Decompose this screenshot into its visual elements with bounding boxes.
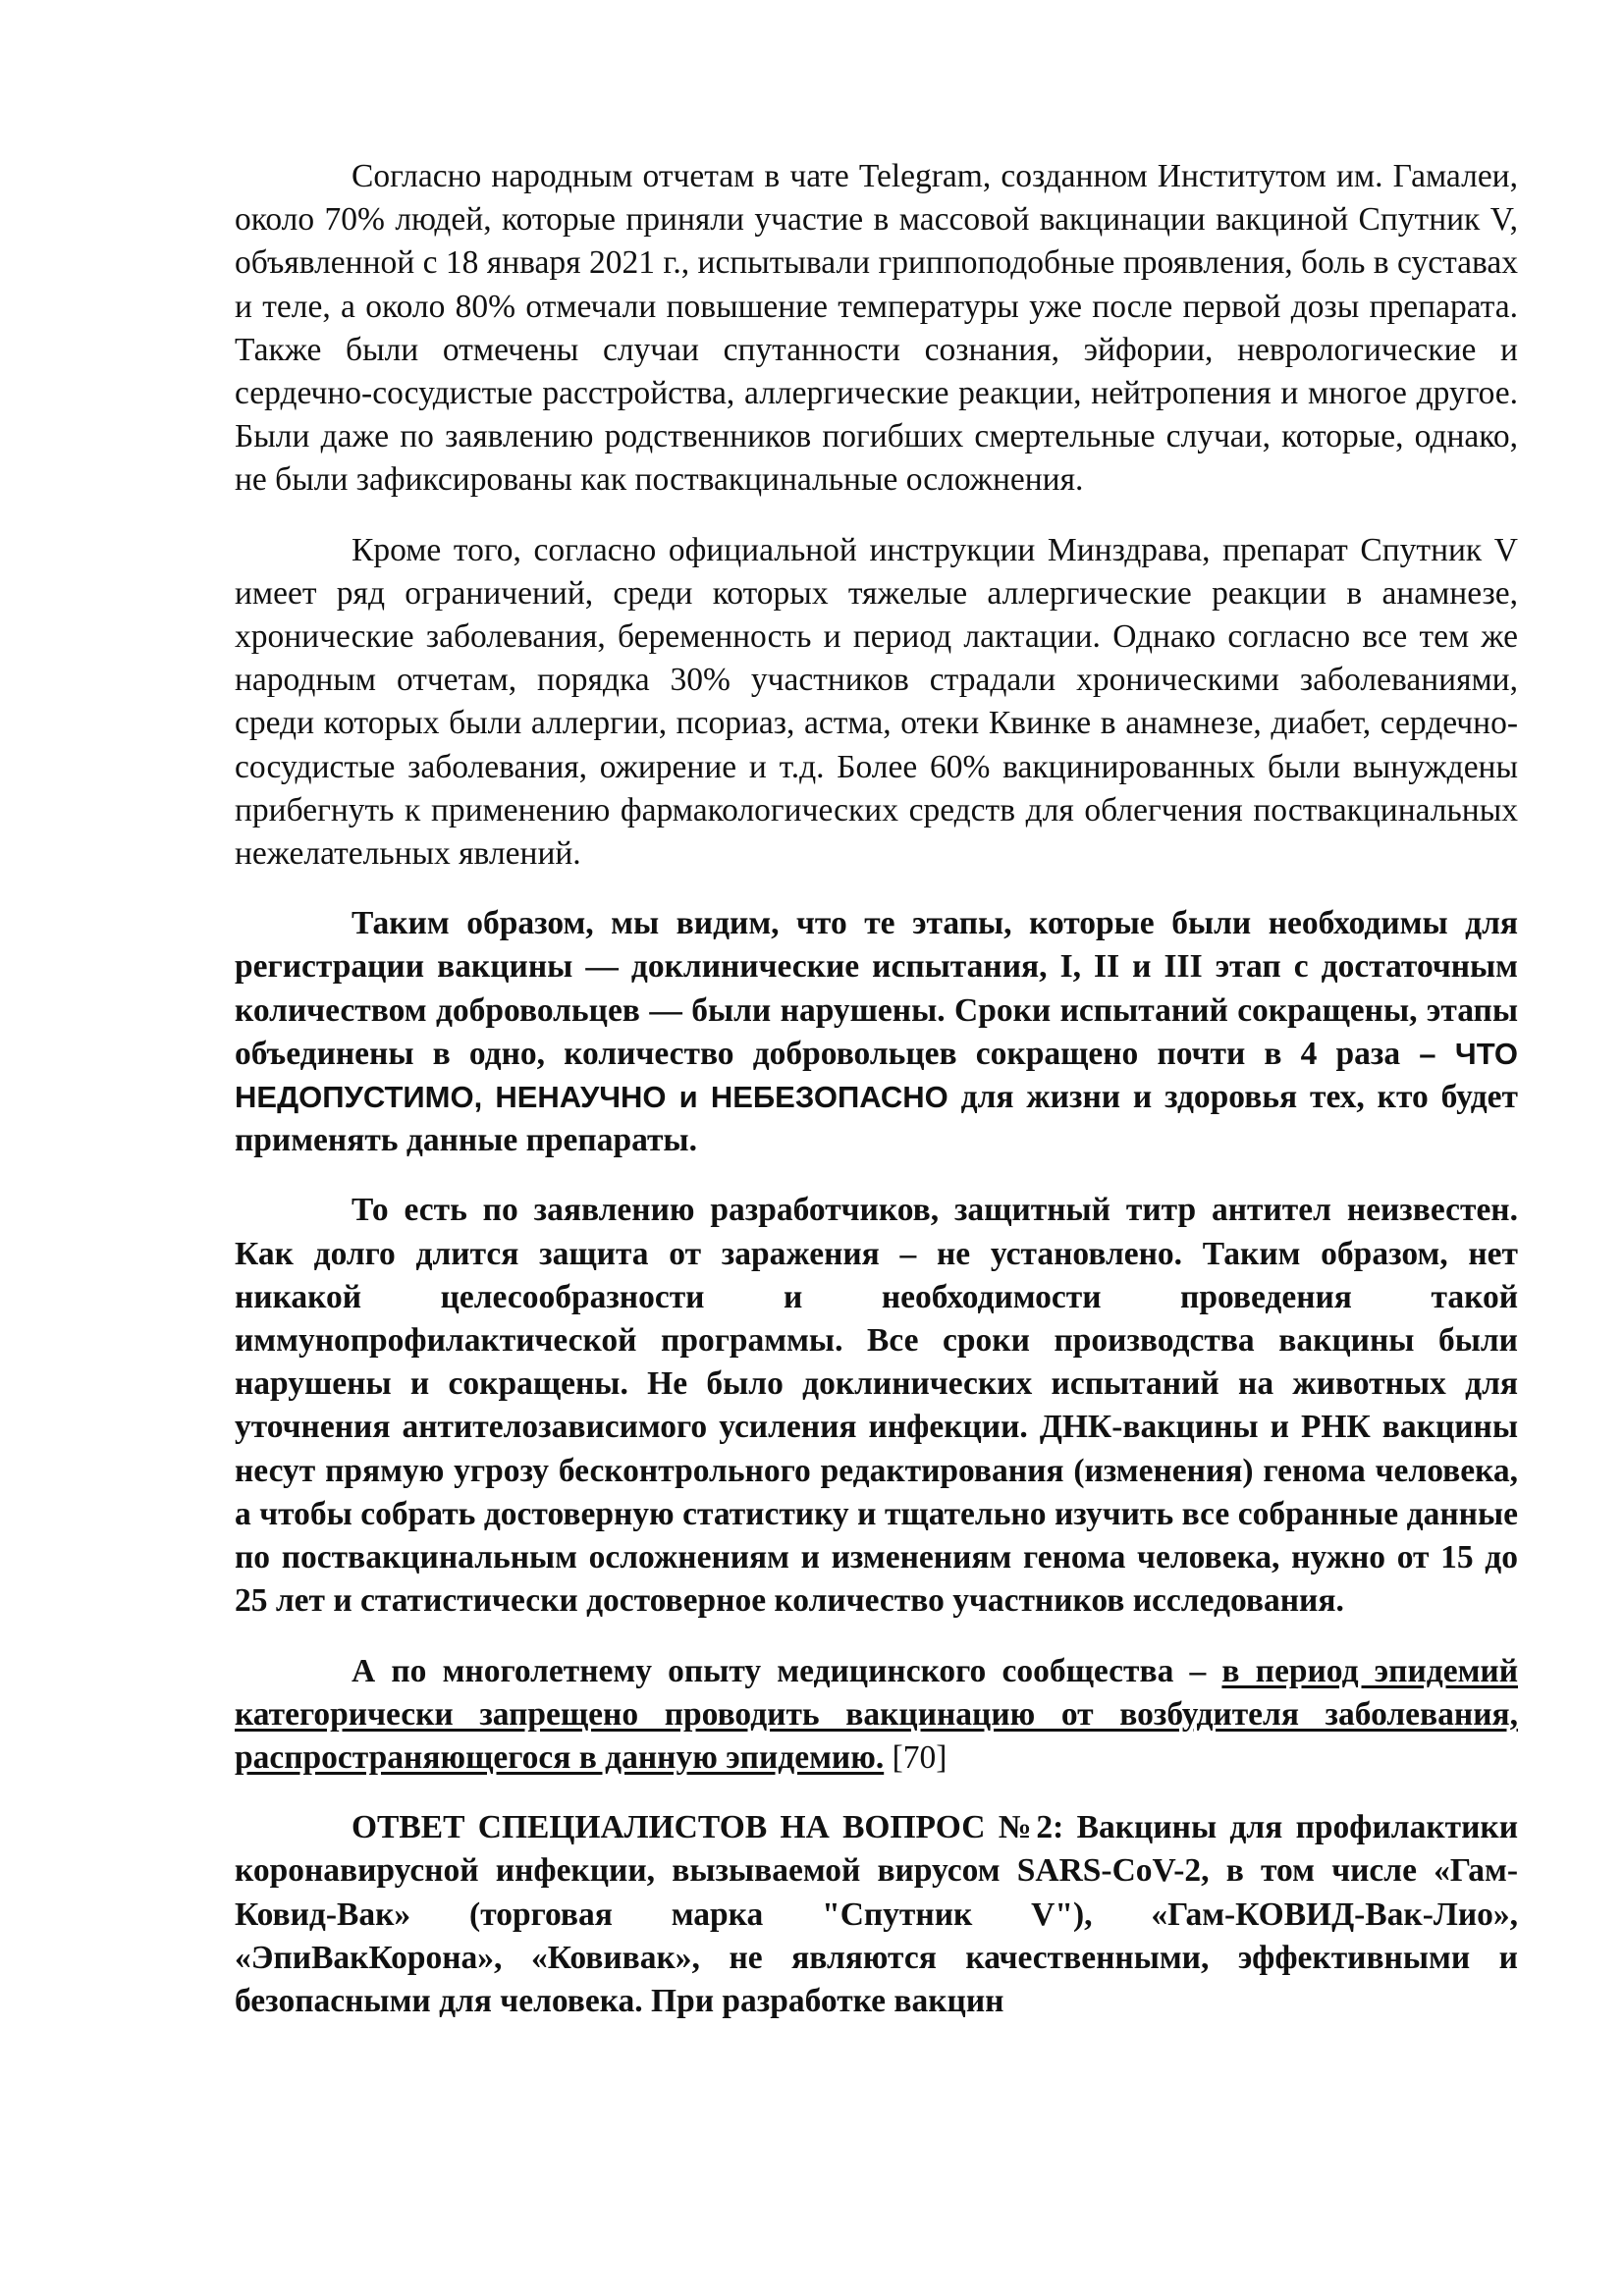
- reference-70: [70]: [884, 1738, 947, 1776]
- conclusion-text-start: Таким образом, мы видим, что те этапы, которые были необходимы для регистрации вакцины — доклинические испытания, I, II и III этап с достаточным количеством добровольцев — были нарушены. Сроки испытаний сокращены, этапы объединены в одно, количество добровольцев сокращено почти в 4 раза: [235, 905, 1518, 1072]
- paragraph-sputnik-reports: Согласно народным отчетам в чате Telegram, созданном Институтом им. Гамалеи, около 70% людей, которые приняли участие в массовой вакцинации вакциной Спутник V, объявленной с 18 января 2021 г., испытывали гриппоподобные проявления, боль в суставах и теле, а около 80% отмечали повышение температуры уже после первой дозы препарата. Также были отмечены случаи спутанности сознания, эйфории, неврологические и сердечно-сосудистые расстройства, аллергические реакции, нейтропения и многое другое. Были даже по заявлению родственников погибших смертельные случаи, которые, однако, не были зафиксированы как поствакцинальные осложнения.: [235, 158, 1518, 499]
- document-body: [235, 155, 1518, 2050]
- paragraph-answer-question-2: ОТВЕТ СПЕЦИАЛИСТОВ НА ВОПРОС №2: Вакцины для профилактики коронавирусной инфекции, вызываемой вирусом SARS-CoV-2, в том числе «Гам-Ковид-Вак» (торговая марка "Спутник V"), «Гам-КОВИД-Вак-Лио», «ЭпиВакКорона», «Ковивак», не являются качественными, эффективными и безопасными для человека. При разработке вакцин: [235, 1809, 1518, 2019]
- experience-text-start: А по многолетнему опыту медицинского сообщества –: [352, 1652, 1222, 1689]
- paragraph-conclusion-stages: [235, 902, 1518, 1162]
- paragraph-contraindications: Кроме того, согласно официальной инструкции Минздрава, препарат Спутник V имеет ряд ограничений, среди которых тяжелые аллергические реакции в анамнезе, хронические заболевания, беременность и период лактации. Однако согласно все тем же народным отчетам, порядка 30% участников страдали хроническими заболеваниями, среди которых были аллергии, псориаз, астма, отеки Квинке в анамнезе, диабет, сердечно-сосудистые заболевания, ожирение и т.д. Более 60% вакцинированных были вынуждены прибегнуть к применению фармакологических средств для облегчения поствакцинальных нежелательных явлений.: [235, 531, 1518, 873]
- experience-underlined-statement: в период эпидемий категорически запрещено проводить вакцинацию от возбудителя заболевания, распространяющегося в данную эпидемию.: [235, 1652, 1519, 1776]
- paragraph-developers-statement: То есть по заявлению разработчиков, защитный титр антител неизвестен. Как долго длится защита от заражения – не установлено. Таким образом, нет никакой целесообразности и необходимости проведения такой иммунопрофилактической программы. Все сроки производства вакцины были нарушены и сокращены. Не было доклинических испытаний на животных для уточнения антителозависимого усиления инфекции. ДНК-вакцины и РНК вакцины несут прямую угрозу бесконтрольного редактирования (изменения) генома человека, а чтобы собрать достоверную статистику и тщательно изучить все собранные данные по поствакцинальным осложнениям и изменениям генома человека, нужно от 15 до 25 лет и статистически достоверное количество участников исследования.: [235, 1192, 1518, 1620]
- conclusion-caps-statement: – ЧТО НЕДОПУСТИМО, НЕНАУЧНО и НЕБЕЗОПАСНО: [235, 1036, 1518, 1115]
- paragraph-medical-experience: [235, 1650, 1518, 1781]
- conclusion-text-end: для жизни и здоровья тех, кто будет применять данные препараты.: [235, 1079, 1518, 1159]
